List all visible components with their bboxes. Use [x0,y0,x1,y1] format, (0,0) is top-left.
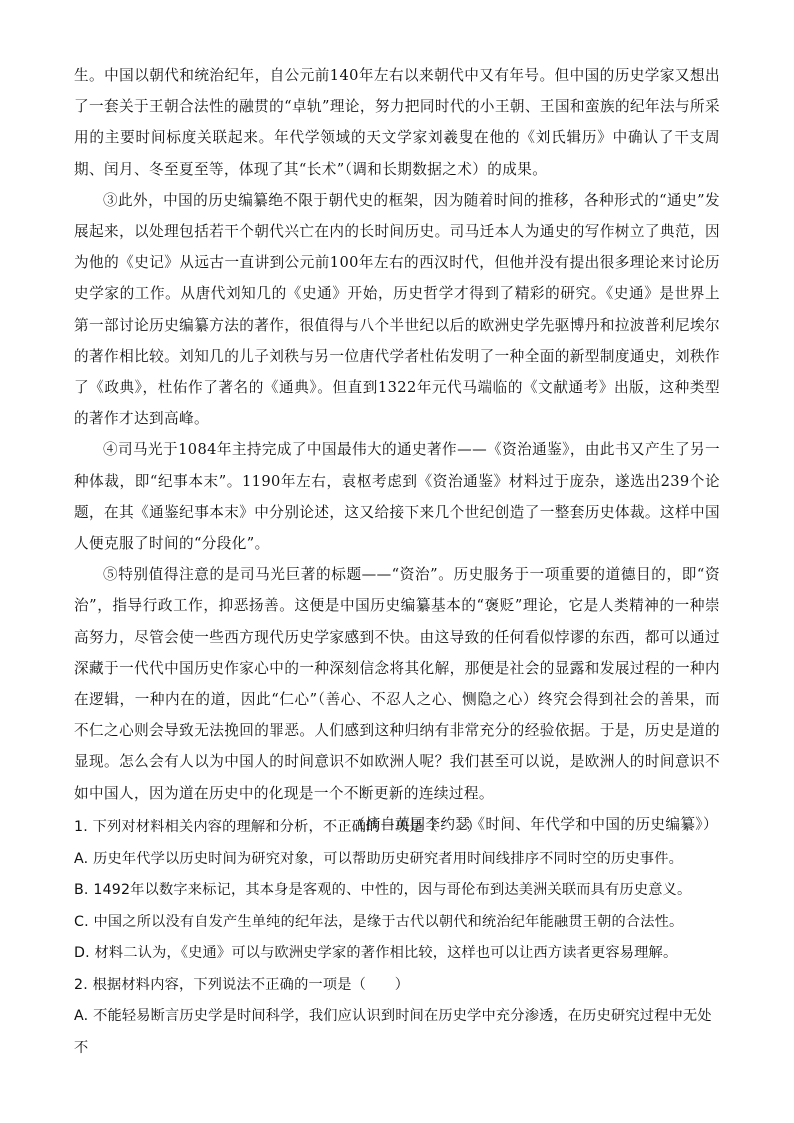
question-1-option-b: B. 1492年以数字来标记，其本身是客观的、中性的，因与哥伦布到达美洲关联而具有历史意义。 [74,882,692,898]
question-2-stem: 2. 根据材料内容，下列说法不正确的一项是（ ） [74,976,410,993]
question-1-option-a: A. 历史年代学以历史时间为研究对象，可以帮助历史研究者用时间线排序不同时空的历史事件。 [74,850,683,867]
passage-paragraph-continued: 生。中国以朝代和统治纪年，自公元前140年左右以来朝代中又有年号。但中国的历史学家又想出了一套关于王朝合法性的融贯的“卓轨”理论，努力把同时代的小王朝、王国和蛮族的纪年法与所采用的主要时间标度关联起来。年代学领域的天文学家刘羲叟在他的《刘氏辑历》中确认了干支周期、闰月、冬至夏至等，体现了其“长术”（调和长期数据之术）的成果。 [74,67,720,178]
passage-paragraph-3: ③此外，中国的历史编纂绝不限于朝代史的框架，因为随着时间的推移，各种形式的“通史”发展起来，以处理包括若干个朝代兴亡在内的长时间历史。司马迁本人为通史的写作树立了典范，因为他的《史记》从远古一直讲到公元前100年左右的西汉时代，但他并没有提出很多理论来讨论历史学家的工作。从唐代刘知几的《史通》开始，历史哲学才得到了精彩的研究。《史通》是世界上第一部讨论历史编纂方法的著作，很值得与八个半世纪以后的欧洲史学先驱博丹和拉波普利尼埃尔的著作相比较。刘知几的儿子刘秩与另一位唐代学者杜佑发明了一种全面的新型制度通史，刘秩作了《政典》，杜佑作了著名的《通典》。但直到1322年元代马端临的《文献通考》出版，这种类型的著作才达到高峰。 [74,191,720,428]
question-list [74,812,720,1064]
question-2-option-a: A. 不能轻易断言历史学是时间科学，我们应认识到时间在历史学中充分渗透，在历史研究过程中无处不 [74,1008,712,1056]
question-1-option-c: C. 中国之所以没有自发产生单纯的纪年法，是缘于古代以朝代和统治纪年能融贯王朝的合法性。 [74,913,684,930]
reading-passage [74,60,720,840]
question-1-stem: 1. 下列对材料相关内容的理解和分析，不正确的一项是（ ） [74,819,482,835]
question-1-option-d: D. 材料二认为，《史通》可以与欧洲史学家的著作相比较，这样也可以让西方读者更容易理解。 [74,945,678,961]
passage-paragraph-4: ④司马光于1084年主持完成了中国最伟大的通史著作——《资治通鉴》，由此书又产生了另一种体裁，即“纪事本末”。1190年左右，袁枢考虑到《资治通鉴》材料过于庞杂，遂选出239个论题，在其《通鉴纪事本末》中分别论述，这又给接下来几个世纪创造了一整套历史体裁。这样中国人便克服了时间的“分段化”。 [74,441,720,553]
passage-source: （摘自英国李约瑟《时间、年代学和中国的历史编纂》） [350,815,718,833]
passage-paragraph-5: ⑤特别值得注意的是司马光巨著的标题——“资治”。历史服务于一项重要的道德目的，即“资治”，指导行政工作，抑恶扬善。这便是中国历史编纂基本的“褒贬”理论，它是人类精神的一种崇高努力，尽管会使一些西方现代历史学家感到不快。由这导致的任何看似悖谬的东西，都可以通过深藏于一代代中国历史作家心中的一种深刻信念将其化解，那便是社会的显露和发展过程的一种内在逻辑，一种内在的道，因此“仁心”（善心、不忍人之心、恻隐之心）终究会得到社会的善果，而不仁之心则会导致无法挽回的罪恶。人们感到这种归纳有非常充分的经验依据。于是，历史是道的显现。怎么会有人以为中国人的时间意识不如欧洲人呢？我们甚至可以说，是欧洲人的时间意识不如中国人，因为道在历史中的化现是一个不断更新的连续过程。 [74,566,720,802]
